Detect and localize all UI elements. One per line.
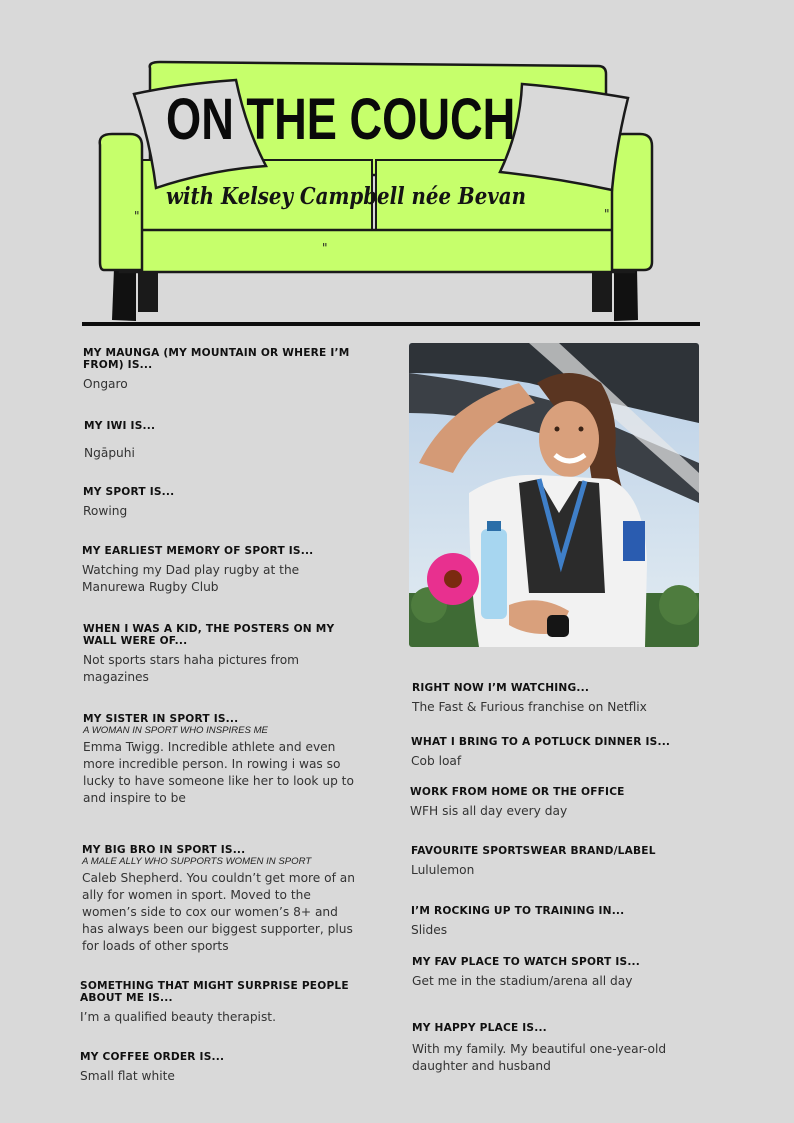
couch-icon xyxy=(0,0,794,330)
page-title: ON THE COUCH xyxy=(166,87,516,152)
question-sportswear xyxy=(411,845,711,879)
question-sister-in-sport xyxy=(83,713,358,807)
question-answer: Emma Twigg. Incredible athlete and even more incredible person. In rowing i was so lucky to have someone like her to look up to and inspire to be xyxy=(83,740,354,805)
question-answer: Ngāpuhi xyxy=(84,446,135,460)
question-answer: With my family. My beautiful one-year-old daughter and husband xyxy=(412,1042,667,1073)
question-answer: Slides xyxy=(411,923,448,937)
photo-of-rower-icon xyxy=(409,343,699,647)
question-answer: WFH sis all day every day xyxy=(410,804,568,818)
question-posters xyxy=(83,623,353,686)
question-label: FAVOURITE SPORTSWEAR BRAND/LABEL xyxy=(411,845,656,857)
svg-text:": " xyxy=(134,209,140,223)
question-answer: Rowing xyxy=(83,504,128,518)
question-answer: Ongaro xyxy=(83,377,128,391)
question-maunga xyxy=(83,347,383,393)
question-watching xyxy=(412,682,712,716)
svg-text:": " xyxy=(604,207,610,221)
question-label: RIGHT NOW I’M WATCHING... xyxy=(412,682,590,694)
question-label: MY FAV PLACE TO WATCH SPORT IS... xyxy=(412,956,641,968)
question-label: MY SPORT IS... xyxy=(83,486,175,498)
question-training xyxy=(411,905,711,939)
question-answer: Watching my Dad play rugby at the Manurewa Rugby Club xyxy=(82,563,300,594)
question-label: I’M ROCKING UP TO TRAINING IN... xyxy=(411,905,625,917)
question-label: WHEN I WAS A KID, THE POSTERS ON MY WALL WERE OF... xyxy=(83,623,335,647)
question-big-bro-in-sport xyxy=(82,844,357,955)
question-label: MY IWI IS... xyxy=(84,420,156,432)
question-label: MY MAUNGA (MY MOUNTAIN OR WHERE I’M FROM) IS... xyxy=(83,347,350,371)
question-label: MY COFFEE ORDER IS... xyxy=(80,1051,225,1063)
divider xyxy=(82,322,700,326)
question-surprise xyxy=(80,980,360,1026)
question-fav-place xyxy=(412,956,712,990)
page-subtitle: with Kelsey Campbell née Bevan xyxy=(166,183,526,210)
question-answer: I’m a qualified beauty therapist. xyxy=(80,1010,276,1024)
question-answer: The Fast & Furious franchise on Netflix xyxy=(412,700,647,714)
header xyxy=(0,0,794,330)
question-label: MY BIG BRO IN SPORT IS... xyxy=(82,844,246,856)
question-answer: Get me in the stadium/arena all day xyxy=(412,974,633,988)
question-answer: Small flat white xyxy=(80,1069,175,1083)
question-answer: Not sports stars haha pictures from magazines xyxy=(83,653,300,684)
question-answer: Caleb Shepherd. You couldn’t get more of an ally for women in sport. Moved to the women’s side to cox our women’s 8+ and has always been our biggest supporter, plus for loads of other sports xyxy=(82,871,355,953)
svg-text:": " xyxy=(322,241,328,255)
profile-photo xyxy=(409,343,699,647)
question-iwi xyxy=(84,420,384,462)
question-label: MY EARLIEST MEMORY OF SPORT IS... xyxy=(82,545,314,557)
question-sublabel: A WOMAN IN SPORT WHO INSPIRES ME xyxy=(83,725,268,736)
question-label: SOMETHING THAT MIGHT SURPRISE PEOPLE ABOUT ME IS... xyxy=(80,980,349,1004)
question-label: MY HAPPY PLACE IS... xyxy=(412,1022,547,1034)
question-answer: Lululemon xyxy=(411,863,475,877)
question-sport xyxy=(83,486,383,520)
question-answer: Cob loaf xyxy=(411,754,462,768)
question-label: WORK FROM HOME OR THE OFFICE xyxy=(410,786,625,798)
question-coffee xyxy=(80,1051,380,1085)
question-earliest-memory xyxy=(82,545,352,596)
question-sublabel: A MALE ALLY WHO SUPPORTS WOMEN IN SPORT xyxy=(82,856,312,867)
question-wfh xyxy=(410,786,710,820)
question-label: MY SISTER IN SPORT IS... xyxy=(83,713,239,725)
question-potluck xyxy=(411,736,711,770)
question-happy-place xyxy=(412,1022,712,1075)
question-label: WHAT I BRING TO A POTLUCK DINNER IS... xyxy=(411,736,671,748)
